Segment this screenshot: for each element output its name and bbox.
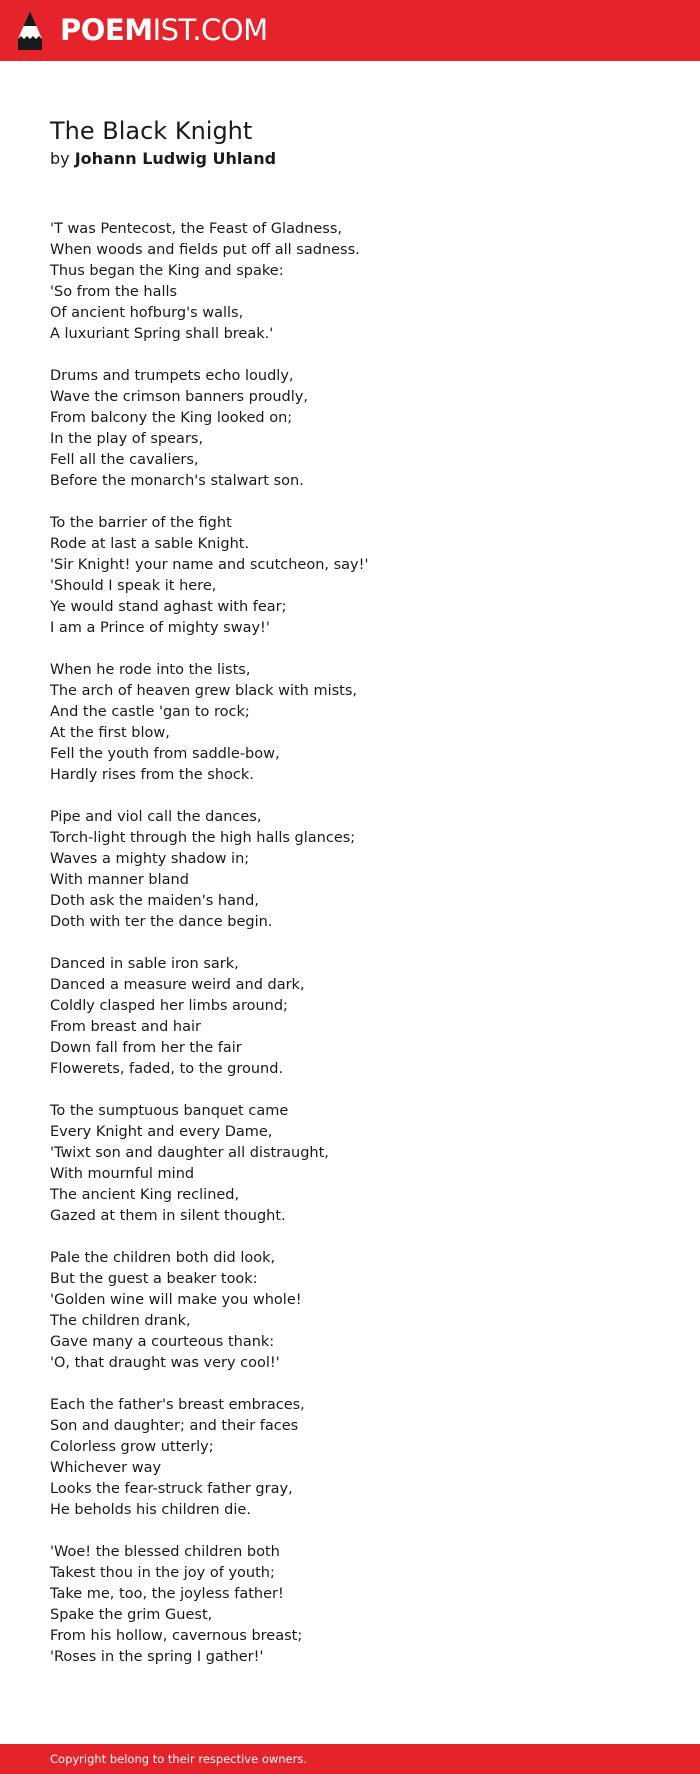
- poem-line: Take me, too, the joyless father!: [50, 1586, 284, 1602]
- poem-line: Pipe and viol call the dances,: [50, 809, 262, 825]
- poem-line: Drums and trumpets echo loudly,: [50, 368, 294, 384]
- poem-line: 'T was Pentecost, the Feast of Gladness,: [50, 221, 342, 237]
- poem-line: Fell all the cavaliers,: [50, 452, 199, 468]
- poem-line: Every Knight and every Dame,: [50, 1124, 273, 1140]
- poem-line: Doth ask the maiden's hand,: [50, 893, 259, 909]
- poem-line: Fell the youth from saddle-bow,: [50, 746, 280, 762]
- poem-stanza: [50, 1248, 650, 1374]
- poem-line: I am a Prince of mighty sway!': [50, 620, 270, 636]
- poem-line: Gave many a courteous thank:: [50, 1334, 275, 1350]
- poem-line: Of ancient hofburg's walls,: [50, 305, 244, 321]
- poem-line: 'O, that draught was very cool!': [50, 1355, 280, 1371]
- poem-line: Wave the crimson banners proudly,: [50, 389, 308, 405]
- poem-line: To the sumptuous banquet came: [50, 1103, 289, 1119]
- poem-stanza: [50, 1101, 650, 1227]
- poem-line: Before the monarch's stalwart son.: [50, 473, 304, 489]
- poem-line: 'Woe! the blessed children both: [50, 1544, 280, 1560]
- author-name: Johann Ludwig Uhland: [74, 149, 277, 168]
- poem-line: Coldly clasped her limbs around;: [50, 998, 288, 1014]
- poem-line: Spake the grim Guest,: [50, 1607, 213, 1623]
- poem-line: When woods and fields put off all sadness.: [50, 242, 360, 258]
- copyright-text: Copyright belong to their respective owners.: [50, 1752, 308, 1766]
- poem-line: Takest thou in the joy of youth;: [50, 1565, 275, 1581]
- poem-line: The arch of heaven grew black with mists,: [50, 683, 358, 699]
- brand-bold: POEM: [60, 13, 153, 47]
- poem-stanza: [50, 366, 650, 492]
- poem-line: Gazed at them in silent thought.: [50, 1208, 286, 1224]
- poem-line: 'Roses in the spring I gather!': [50, 1649, 264, 1665]
- poem-line: With manner bland: [50, 872, 189, 888]
- poem-line: 'So from the halls: [50, 284, 178, 300]
- site-header: [0, 0, 700, 61]
- poem-stanza: [50, 1395, 650, 1521]
- site-brand-link[interactable]: [60, 12, 268, 48]
- poem-line: 'Twixt son and daughter all distraught,: [50, 1145, 329, 1161]
- poem-line: The ancient King reclined,: [50, 1187, 240, 1203]
- poem-line: And the castle 'gan to rock;: [50, 704, 250, 720]
- poem-line: Each the father's breast embraces,: [50, 1397, 305, 1413]
- poem-line: From balcony the King looked on;: [50, 410, 293, 426]
- poem-line: From his hollow, cavernous breast;: [50, 1628, 303, 1644]
- poem-line: Ye would stand aghast with fear;: [50, 599, 287, 615]
- poem-line: 'Should I speak it here,: [50, 578, 217, 594]
- poem-line: Down fall from her the fair: [50, 1040, 242, 1056]
- poem-line: He beholds his children die.: [50, 1502, 251, 1518]
- poem-body: [50, 219, 650, 1668]
- poem-line: Pale the children both did look,: [50, 1250, 276, 1266]
- poem-content: [50, 112, 650, 1689]
- poem-line: Son and daughter; and their faces: [50, 1418, 299, 1434]
- poem-stanza: [50, 219, 650, 345]
- poem-title: The Black Knight: [50, 117, 253, 145]
- poem-line: Looks the fear-struck father gray,: [50, 1481, 293, 1497]
- poem-line: Flowerets, faded, to the ground.: [50, 1061, 284, 1077]
- poem-line: With mournful mind: [50, 1166, 195, 1182]
- poem-stanza: [50, 807, 650, 933]
- poem-line: When he rode into the lists,: [50, 662, 251, 678]
- poem-line: Rode at last a sable Knight.: [50, 536, 250, 552]
- poem-line: Doth with ter the dance begin.: [50, 914, 273, 930]
- poem-stanza: [50, 954, 650, 1080]
- poem-line: Waves a mighty shadow in;: [50, 851, 250, 867]
- poem-line: Danced a measure weird and dark,: [50, 977, 305, 993]
- poem-line: In the play of spears,: [50, 431, 204, 447]
- byline: [50, 148, 650, 170]
- poem-line: Colorless grow utterly;: [50, 1439, 214, 1455]
- poem-line: From breast and hair: [50, 1019, 201, 1035]
- poem-line: Danced in sable iron sark,: [50, 956, 239, 972]
- poem-line: Hardly rises from the shock.: [50, 767, 254, 783]
- poem-line: Thus began the King and spake:: [50, 263, 284, 279]
- poem-line: But the guest a beaker took:: [50, 1271, 258, 1287]
- poem-line: A luxuriant Spring shall break.': [50, 326, 274, 342]
- brand-light: IST.COM: [152, 13, 268, 47]
- poem-stanza: [50, 513, 650, 639]
- poem-stanza: [50, 660, 650, 786]
- poem-line: To the barrier of the fight: [50, 515, 232, 531]
- poem-line: The children drank,: [50, 1313, 191, 1329]
- poem-line: Whichever way: [50, 1460, 162, 1476]
- site-footer: [0, 1744, 700, 1774]
- poem-stanza: [50, 1542, 650, 1668]
- poem-line: 'Sir Knight! your name and scutcheon, say!': [50, 557, 369, 573]
- poem-line: 'Golden wine will make you whole!: [50, 1292, 302, 1308]
- poem-line: Torch-light through the high halls glances;: [50, 830, 356, 846]
- pen-nib-icon[interactable]: [16, 9, 44, 52]
- poem-line: At the first blow,: [50, 725, 170, 741]
- by-label: by: [50, 149, 70, 168]
